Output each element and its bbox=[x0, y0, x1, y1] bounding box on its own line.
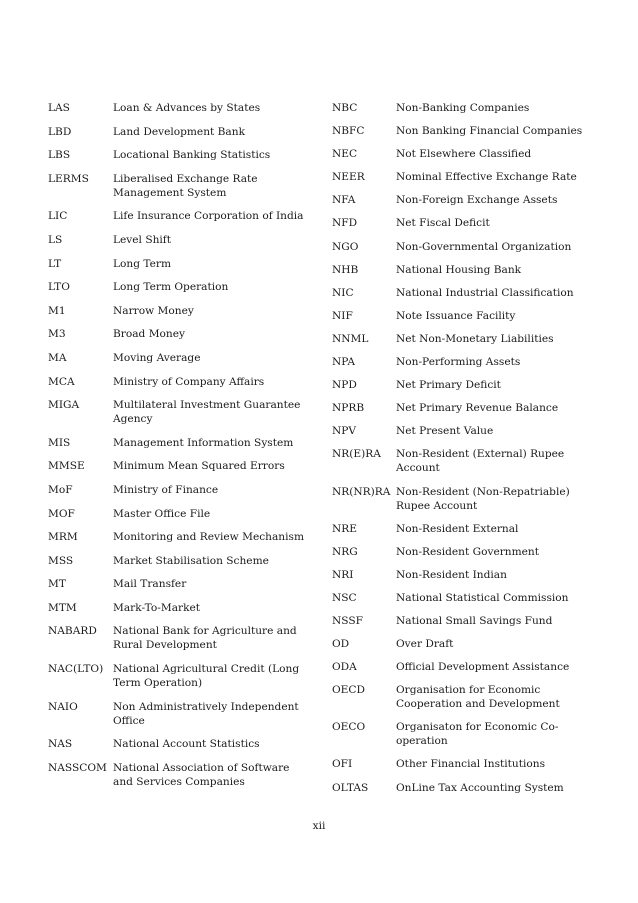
abbreviation-entry bbox=[48, 507, 310, 521]
abbreviation-term: ODA bbox=[332, 661, 357, 674]
abbreviation-term: NAS bbox=[48, 738, 73, 751]
abbreviation-term: NNML bbox=[332, 332, 369, 345]
abbreviation-definition: Life Insurance Corporation of India bbox=[113, 210, 304, 223]
abbreviation-definition: National Statistical Commission bbox=[396, 591, 569, 604]
abbreviation-entry bbox=[48, 530, 310, 544]
abbreviation-term: NGO bbox=[332, 240, 359, 253]
abbreviation-definition: Moving Average bbox=[113, 351, 201, 364]
abbreviation-term: LIC bbox=[48, 210, 68, 223]
abbreviation-definition: Net Fiscal Deficit bbox=[396, 217, 490, 230]
abbreviation-definition: Multilateral Investment Guarantee Agency bbox=[113, 399, 301, 426]
abbreviation-definition: Net Present Value bbox=[396, 425, 494, 438]
abbreviation-term: MTM bbox=[48, 601, 77, 614]
abbreviation-definition: Net Non-Monetary Liabilities bbox=[396, 332, 554, 345]
abbreviation-entry bbox=[332, 216, 590, 230]
abbreviation-term: NPRB bbox=[332, 402, 365, 415]
abbreviation-entry bbox=[332, 401, 590, 415]
abbreviation-entry bbox=[48, 761, 310, 789]
abbreviation-entry bbox=[332, 545, 590, 559]
abbreviation-entry bbox=[48, 398, 310, 426]
abbreviation-entry bbox=[332, 332, 590, 346]
abbreviation-definition: Narrow Money bbox=[113, 304, 194, 317]
abbreviation-definition: Locational Banking Statistics bbox=[113, 149, 271, 162]
abbreviation-definition: Non Banking Financial Companies bbox=[396, 125, 583, 138]
abbreviation-term: NASSCOM bbox=[48, 761, 107, 774]
abbreviation-term: MOF bbox=[48, 507, 75, 520]
abbreviation-entry bbox=[332, 637, 590, 651]
abbreviation-entry bbox=[48, 375, 310, 389]
abbreviation-term: NBC bbox=[332, 102, 358, 114]
abbreviation-entry bbox=[48, 436, 310, 450]
abbreviation-entry bbox=[332, 447, 590, 475]
abbreviation-definition: Nominal Effective Exchange Rate bbox=[396, 171, 577, 184]
abbreviation-entry bbox=[48, 483, 310, 497]
abbreviation-term: LERMS bbox=[48, 172, 89, 185]
abbreviation-term: MIGA bbox=[48, 399, 80, 412]
abbreviation-term: LBD bbox=[48, 125, 72, 138]
abbreviation-definition: Not Elsewhere Classified bbox=[396, 148, 532, 161]
abbreviation-entry bbox=[332, 263, 590, 277]
abbreviation-term: MMSE bbox=[48, 460, 85, 473]
abbreviation-entry bbox=[48, 257, 310, 271]
abbreviation-term: NRI bbox=[332, 568, 354, 581]
abbreviation-term: NBFC bbox=[332, 125, 365, 138]
abbreviation-definition: Net Primary Deficit bbox=[396, 379, 501, 392]
abbreviation-definition: Official Development Assistance bbox=[396, 661, 570, 674]
abbreviation-entry bbox=[48, 101, 310, 115]
abbreviation-term: NR(E)RA bbox=[332, 448, 381, 461]
abbreviation-definition: Over Draft bbox=[396, 638, 454, 651]
abbreviation-entry bbox=[48, 601, 310, 615]
abbreviation-definition: Non-Resident (Non-Repatriable) Rupee Account bbox=[396, 485, 570, 512]
abbreviation-term: NAIO bbox=[48, 700, 78, 713]
abbreviation-term: NPV bbox=[332, 425, 357, 438]
abbreviation-entry bbox=[48, 351, 310, 365]
abbreviation-term: NIC bbox=[332, 286, 354, 299]
abbreviation-term: MIS bbox=[48, 436, 71, 449]
abbreviation-entry bbox=[332, 781, 590, 795]
abbreviation-definition: Non-Resident Government bbox=[396, 545, 539, 558]
abbreviation-entry bbox=[48, 280, 310, 294]
abbreviation-term: LTO bbox=[48, 281, 70, 294]
abbreviation-entry bbox=[332, 240, 590, 254]
abbreviation-term: OFI bbox=[332, 758, 353, 771]
abbreviation-term: NSSF bbox=[332, 614, 363, 627]
abbreviation-entry bbox=[48, 125, 310, 139]
abbreviation-entry bbox=[332, 170, 590, 184]
abbreviation-entry bbox=[332, 757, 590, 771]
abbreviation-definition: Non-Foreign Exchange Assets bbox=[396, 194, 558, 207]
abbreviation-entry bbox=[332, 424, 590, 438]
abbreviation-entry bbox=[332, 286, 590, 300]
abbreviation-definition: Mark-To-Market bbox=[113, 601, 201, 614]
abbreviation-definition: Ministry of Finance bbox=[113, 483, 219, 496]
abbreviation-term: OECD bbox=[332, 684, 366, 697]
abbreviation-definition: Long Term Operation bbox=[113, 281, 229, 294]
abbreviation-term: MRM bbox=[48, 531, 78, 544]
abbreviation-term: M1 bbox=[48, 304, 66, 317]
abbreviation-entry bbox=[332, 147, 590, 161]
abbreviation-entry bbox=[48, 577, 310, 591]
abbreviation-term: LS bbox=[48, 233, 63, 246]
abbreviation-definition: Market Stabilisation Scheme bbox=[113, 554, 269, 567]
abbreviation-entry bbox=[48, 304, 310, 318]
abbreviation-entry bbox=[48, 737, 310, 751]
abbreviation-definition: Monitoring and Review Mechanism bbox=[113, 531, 304, 544]
abbreviation-term: NEC bbox=[332, 148, 358, 161]
abbreviation-term: NAC(LTO) bbox=[48, 663, 104, 676]
abbreviation-entry bbox=[48, 662, 310, 690]
abbreviation-definition: Organisation for Economic Cooperation and Development bbox=[396, 684, 560, 711]
abbreviations-right-column bbox=[332, 101, 590, 804]
abbreviation-term: MSS bbox=[48, 554, 74, 567]
abbreviation-term: LT bbox=[48, 257, 62, 270]
abbreviation-definition: Organisaton for Economic Co-operation bbox=[396, 721, 559, 748]
abbreviation-entry bbox=[48, 172, 310, 200]
abbreviation-definition: Land Development Bank bbox=[113, 125, 245, 138]
abbreviation-term: NR(NR)RA bbox=[332, 485, 391, 498]
abbreviation-term: MCA bbox=[48, 375, 75, 388]
abbreviation-entry bbox=[48, 700, 310, 728]
abbreviation-entry bbox=[48, 459, 310, 473]
abbreviation-term: NPD bbox=[332, 379, 357, 392]
abbreviation-entry bbox=[332, 660, 590, 674]
abbreviation-definition: Net Primary Revenue Balance bbox=[396, 402, 559, 415]
abbreviation-term: NHB bbox=[332, 263, 359, 276]
abbreviation-entry bbox=[48, 327, 310, 341]
abbreviation-definition: Non-Governmental Organization bbox=[396, 240, 572, 253]
abbreviation-term: MT bbox=[48, 578, 66, 591]
abbreviation-definition: Non-Banking Companies bbox=[396, 102, 530, 114]
abbreviation-term: NPA bbox=[332, 356, 356, 369]
abbreviation-entry bbox=[332, 124, 590, 138]
abbreviation-term: LBS bbox=[48, 149, 71, 162]
abbreviation-term: NFD bbox=[332, 217, 358, 230]
abbreviation-term: OLTAS bbox=[332, 781, 369, 794]
abbreviation-entry bbox=[332, 568, 590, 582]
abbreviation-definition: Non-Resident (External) Rupee Account bbox=[396, 448, 565, 475]
abbreviation-definition: National Small Savings Fund bbox=[396, 614, 553, 627]
abbreviation-entry bbox=[332, 309, 590, 323]
abbreviation-term: MoF bbox=[48, 483, 73, 496]
abbreviation-definition: Loan & Advances by States bbox=[113, 102, 261, 114]
abbreviation-definition: Ministry of Company Affairs bbox=[113, 375, 265, 388]
abbreviation-entry bbox=[332, 378, 590, 392]
abbreviation-definition: National Association of Software and Services Companies bbox=[113, 761, 290, 788]
abbreviation-entry bbox=[48, 233, 310, 247]
abbreviation-definition: OnLine Tax Accounting System bbox=[396, 781, 564, 794]
page-number: xii bbox=[312, 820, 326, 832]
abbreviation-entry bbox=[332, 522, 590, 536]
abbreviation-definition: Non-Performing Assets bbox=[396, 356, 521, 369]
abbreviation-term: NIF bbox=[332, 309, 353, 322]
abbreviation-entry bbox=[48, 554, 310, 568]
abbreviation-entry bbox=[332, 614, 590, 628]
abbreviation-entry bbox=[48, 209, 310, 223]
abbreviation-term: NABARD bbox=[48, 625, 97, 638]
abbreviation-definition: National Bank for Agriculture and Rural Development bbox=[113, 625, 297, 652]
abbreviation-definition: Long Term bbox=[113, 257, 172, 270]
abbreviation-term: OECO bbox=[332, 721, 366, 734]
abbreviation-term: LAS bbox=[48, 102, 70, 114]
abbreviation-entry bbox=[332, 193, 590, 207]
abbreviation-definition: Mail Transfer bbox=[113, 578, 187, 591]
abbreviation-definition: Note Issuance Facility bbox=[396, 309, 516, 322]
abbreviation-definition: Broad Money bbox=[113, 328, 185, 341]
abbreviation-term: NRE bbox=[332, 522, 357, 535]
abbreviation-definition: National Housing Bank bbox=[396, 263, 522, 276]
abbreviation-entry bbox=[48, 624, 310, 652]
abbreviation-term: OD bbox=[332, 638, 350, 651]
abbreviation-term: NEER bbox=[332, 171, 365, 184]
abbreviation-entry bbox=[48, 148, 310, 162]
abbreviation-entry bbox=[332, 485, 590, 513]
abbreviation-definition: Management Information System bbox=[113, 436, 294, 449]
abbreviation-definition: Non-Resident Indian bbox=[396, 568, 507, 581]
abbreviation-entry bbox=[332, 355, 590, 369]
abbreviation-definition: Minimum Mean Squared Errors bbox=[113, 460, 285, 473]
abbreviation-term: M3 bbox=[48, 328, 66, 341]
abbreviations-left-column bbox=[48, 101, 310, 798]
abbreviation-entry bbox=[332, 101, 590, 115]
abbreviation-definition: Level Shift bbox=[113, 233, 171, 246]
abbreviation-entry bbox=[332, 591, 590, 605]
abbreviation-entry bbox=[332, 683, 590, 711]
abbreviation-definition: Non Administratively Independent Office bbox=[113, 700, 299, 727]
abbreviation-definition: Non-Resident External bbox=[396, 522, 519, 535]
abbreviation-term: NFA bbox=[332, 194, 356, 207]
abbreviation-term: NRG bbox=[332, 545, 358, 558]
abbreviation-definition: Other Financial Institutions bbox=[396, 758, 546, 771]
abbreviation-term: MA bbox=[48, 351, 67, 364]
abbreviation-definition: National Account Statistics bbox=[113, 738, 260, 751]
abbreviation-entry bbox=[332, 720, 590, 748]
abbreviation-definition: National Agricultural Credit (Long Term Operation) bbox=[113, 663, 300, 690]
abbreviation-definition: Master Office File bbox=[113, 507, 211, 520]
abbreviation-term: NSC bbox=[332, 591, 357, 604]
abbreviation-definition: Liberalised Exchange Rate Management System bbox=[113, 172, 258, 199]
abbreviation-definition: National Industrial Classification bbox=[396, 286, 574, 299]
